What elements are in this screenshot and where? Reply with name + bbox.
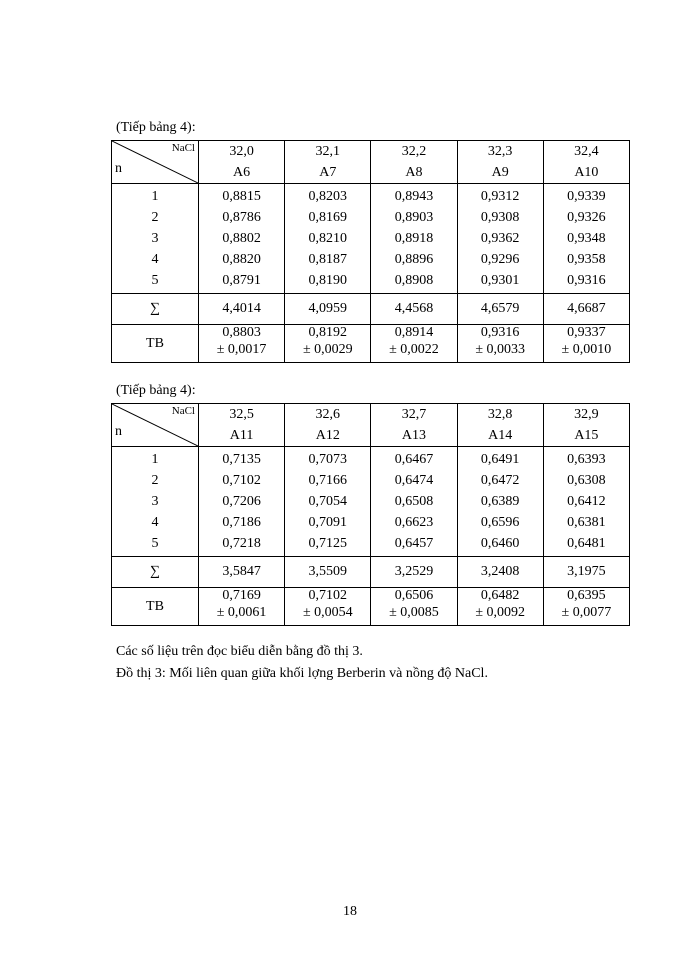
page-number: 18 <box>343 904 357 919</box>
cell-value: 0,8820 <box>222 252 261 267</box>
cell-value: 0,7054 <box>308 494 348 509</box>
table1-values-col <box>199 184 285 294</box>
table1-col-header <box>199 141 285 184</box>
cell-value: 0,7218 <box>222 536 261 551</box>
tb-cell <box>285 588 371 626</box>
concentration: 32,7 <box>401 407 427 422</box>
table2-corner-cell <box>112 404 199 447</box>
table1-col-header <box>371 141 457 184</box>
sum-value: 4,4014 <box>199 294 285 325</box>
table2-col-header <box>199 404 285 447</box>
cell-value: 0,9348 <box>567 231 606 246</box>
sample-id: A10 <box>574 165 599 180</box>
table1-values-col <box>457 184 543 294</box>
row-label: 2 <box>151 473 159 488</box>
cell-value: 0,7135 <box>222 452 261 467</box>
cell-value: 0,6472 <box>480 473 520 488</box>
sample-id: A13 <box>401 428 427 443</box>
average-value: 0,6395 <box>567 588 606 603</box>
note-line-2: Đồ thị 3: Mối liên quan giữa khối lợng Berberin và nồng độ NaCl. <box>116 666 488 681</box>
cell-value: 0,9326 <box>567 210 606 225</box>
sum-value: 3,2408 <box>457 557 543 588</box>
sum-value: 3,5847 <box>199 557 285 588</box>
deviation-value: ± 0,0022 <box>389 342 439 357</box>
row-label: 3 <box>151 494 159 509</box>
tb-label: TB <box>112 588 199 626</box>
concentration: 32,9 <box>574 407 599 422</box>
table2-col-header <box>457 404 543 447</box>
table1-col-header <box>457 141 543 184</box>
cell-value: 0,8896 <box>394 252 434 267</box>
table1-corner-nacl: NaCl <box>171 142 195 154</box>
concentration: 32,5 <box>229 407 254 422</box>
sample-id: A7 <box>319 165 337 180</box>
sample-id: A11 <box>229 428 254 443</box>
average-value: 0,9337 <box>567 325 606 340</box>
cell-value: 0,7186 <box>222 515 261 530</box>
average-value: 0,8803 <box>222 325 261 340</box>
cell-value: 0,8903 <box>394 210 434 225</box>
cell-value: 0,8187 <box>308 252 348 267</box>
sum-value: 4,6579 <box>457 294 543 325</box>
table2-corner-n: n <box>115 424 122 439</box>
table1-values-col <box>543 184 629 294</box>
row-label: 4 <box>151 252 159 267</box>
table1-values-col <box>371 184 457 294</box>
cell-value: 0,9316 <box>567 273 606 288</box>
cell-value: 0,6308 <box>567 473 606 488</box>
sample-id: A6 <box>233 165 251 180</box>
concentration: 32,4 <box>574 144 599 159</box>
deviation-value: ± 0,0092 <box>475 605 525 620</box>
table2-caption: (Tiếp bảng 4): <box>116 383 196 398</box>
cell-value: 0,8169 <box>308 210 348 225</box>
cell-value: 0,7206 <box>222 494 261 509</box>
average-value: 0,6482 <box>480 588 520 603</box>
table2-col-header <box>371 404 457 447</box>
cell-value: 0,9296 <box>480 252 520 267</box>
concentration: 32,6 <box>315 407 341 422</box>
tb-cell <box>371 588 457 626</box>
tb-cell <box>543 325 629 363</box>
tb-cell <box>371 325 457 363</box>
sum-value: 4,0959 <box>285 294 371 325</box>
cell-value: 0,9312 <box>480 189 520 204</box>
cell-value: 0,6381 <box>567 515 606 530</box>
table2-values-col <box>371 447 457 557</box>
cell-value: 0,8908 <box>394 273 434 288</box>
deviation-value: ± 0,0017 <box>216 342 267 357</box>
tb-cell <box>457 325 543 363</box>
cell-value: 0,6460 <box>480 536 520 551</box>
concentration: 32,0 <box>229 144 254 159</box>
deviation-value: ± 0,0033 <box>475 342 525 357</box>
note-line-1: Các số liệu trên đọc biểu diễn bằng đồ thị 3. <box>116 644 363 659</box>
average-value: 0,7102 <box>308 588 348 603</box>
row-label: 1 <box>151 189 159 204</box>
cell-value: 0,6389 <box>480 494 520 509</box>
table2-col-header <box>285 404 371 447</box>
sum-label: ∑ <box>112 294 199 325</box>
cell-value: 0,9358 <box>567 252 606 267</box>
table1-corner-n: n <box>115 161 122 176</box>
cell-value: 0,9308 <box>480 210 520 225</box>
cell-value: 0,6623 <box>394 515 434 530</box>
cell-value: 0,6481 <box>567 536 606 551</box>
row-label: 2 <box>151 210 159 225</box>
table2-row-labels <box>112 447 199 557</box>
cell-value: 0,8210 <box>308 231 348 246</box>
cell-value: 0,8786 <box>222 210 261 225</box>
sum-value: 4,6687 <box>543 294 629 325</box>
table1-row-labels <box>112 184 199 294</box>
cell-value: 0,6467 <box>394 452 434 467</box>
tb-cell <box>199 325 285 363</box>
average-value: 0,8192 <box>308 325 348 340</box>
table2-col-header <box>543 404 629 447</box>
table1-corner-cell <box>112 141 199 184</box>
table1-caption: (Tiếp bảng 4): <box>116 120 196 135</box>
cell-value: 0,8203 <box>308 189 348 204</box>
cell-value: 0,7102 <box>222 473 261 488</box>
table2-values-col <box>199 447 285 557</box>
average-value: 0,8914 <box>394 325 434 340</box>
tb-label: TB <box>112 325 199 363</box>
row-label: 1 <box>151 452 159 467</box>
cell-value: 0,8190 <box>308 273 348 288</box>
cell-value: 0,7073 <box>308 452 348 467</box>
deviation-value: ± 0,0077 <box>561 605 612 620</box>
sum-value: 3,1975 <box>543 557 629 588</box>
sum-label: ∑ <box>112 557 199 588</box>
sample-id: A8 <box>405 165 423 180</box>
cell-value: 0,9362 <box>480 231 520 246</box>
table2-values-col <box>543 447 629 557</box>
cell-value: 0,8918 <box>394 231 434 246</box>
sample-id: A15 <box>574 428 599 443</box>
sample-id: A14 <box>488 428 513 443</box>
cell-value: 0,8802 <box>222 231 261 246</box>
cell-value: 0,8943 <box>394 189 434 204</box>
cell-value: 0,6508 <box>394 494 434 509</box>
table2-values-col <box>457 447 543 557</box>
table-2 <box>111 403 630 626</box>
sample-id: A9 <box>491 165 509 180</box>
tb-cell <box>457 588 543 626</box>
sum-value: 3,5509 <box>285 557 371 588</box>
deviation-value: ± 0,0054 <box>302 605 353 620</box>
cell-value: 0,6491 <box>480 452 520 467</box>
table1-values-col <box>285 184 371 294</box>
concentration: 32,1 <box>315 144 341 159</box>
average-value: 0,9316 <box>480 325 520 340</box>
cell-value: 0,8815 <box>222 189 261 204</box>
concentration: 32,2 <box>401 144 427 159</box>
row-label: 5 <box>151 536 159 551</box>
concentration: 32,8 <box>487 407 513 422</box>
cell-value: 0,6412 <box>567 494 606 509</box>
cell-value: 0,7125 <box>308 536 348 551</box>
tb-cell <box>285 325 371 363</box>
row-label: 4 <box>151 515 159 530</box>
cell-value: 0,6596 <box>480 515 520 530</box>
cell-value: 0,7091 <box>308 515 348 530</box>
deviation-value: ± 0,0061 <box>216 605 267 620</box>
average-value: 0,6506 <box>394 588 434 603</box>
table2-corner-nacl: NaCl <box>171 405 195 417</box>
cell-value: 0,9339 <box>567 189 606 204</box>
concentration: 32,3 <box>487 144 513 159</box>
row-label: 3 <box>151 231 159 246</box>
cell-value: 0,6393 <box>567 452 606 467</box>
table1-col-header <box>543 141 629 184</box>
deviation-value: ± 0,0085 <box>389 605 439 620</box>
deviation-value: ± 0,0010 <box>561 342 612 357</box>
cell-value: 0,6457 <box>394 536 434 551</box>
sum-value: 3,2529 <box>371 557 457 588</box>
table1-col-header <box>285 141 371 184</box>
table-1 <box>111 140 630 363</box>
cell-value: 0,9301 <box>480 273 520 288</box>
deviation-value: ± 0,0029 <box>302 342 353 357</box>
row-label: 5 <box>151 273 159 288</box>
tb-cell <box>199 588 285 626</box>
sum-value: 4,4568 <box>371 294 457 325</box>
cell-value: 0,7166 <box>308 473 348 488</box>
table2-values-col <box>285 447 371 557</box>
sample-id: A12 <box>315 428 340 443</box>
cell-value: 0,8791 <box>222 273 261 288</box>
average-value: 0,7169 <box>222 588 261 603</box>
tb-cell <box>543 588 629 626</box>
cell-value: 0,6474 <box>394 473 434 488</box>
